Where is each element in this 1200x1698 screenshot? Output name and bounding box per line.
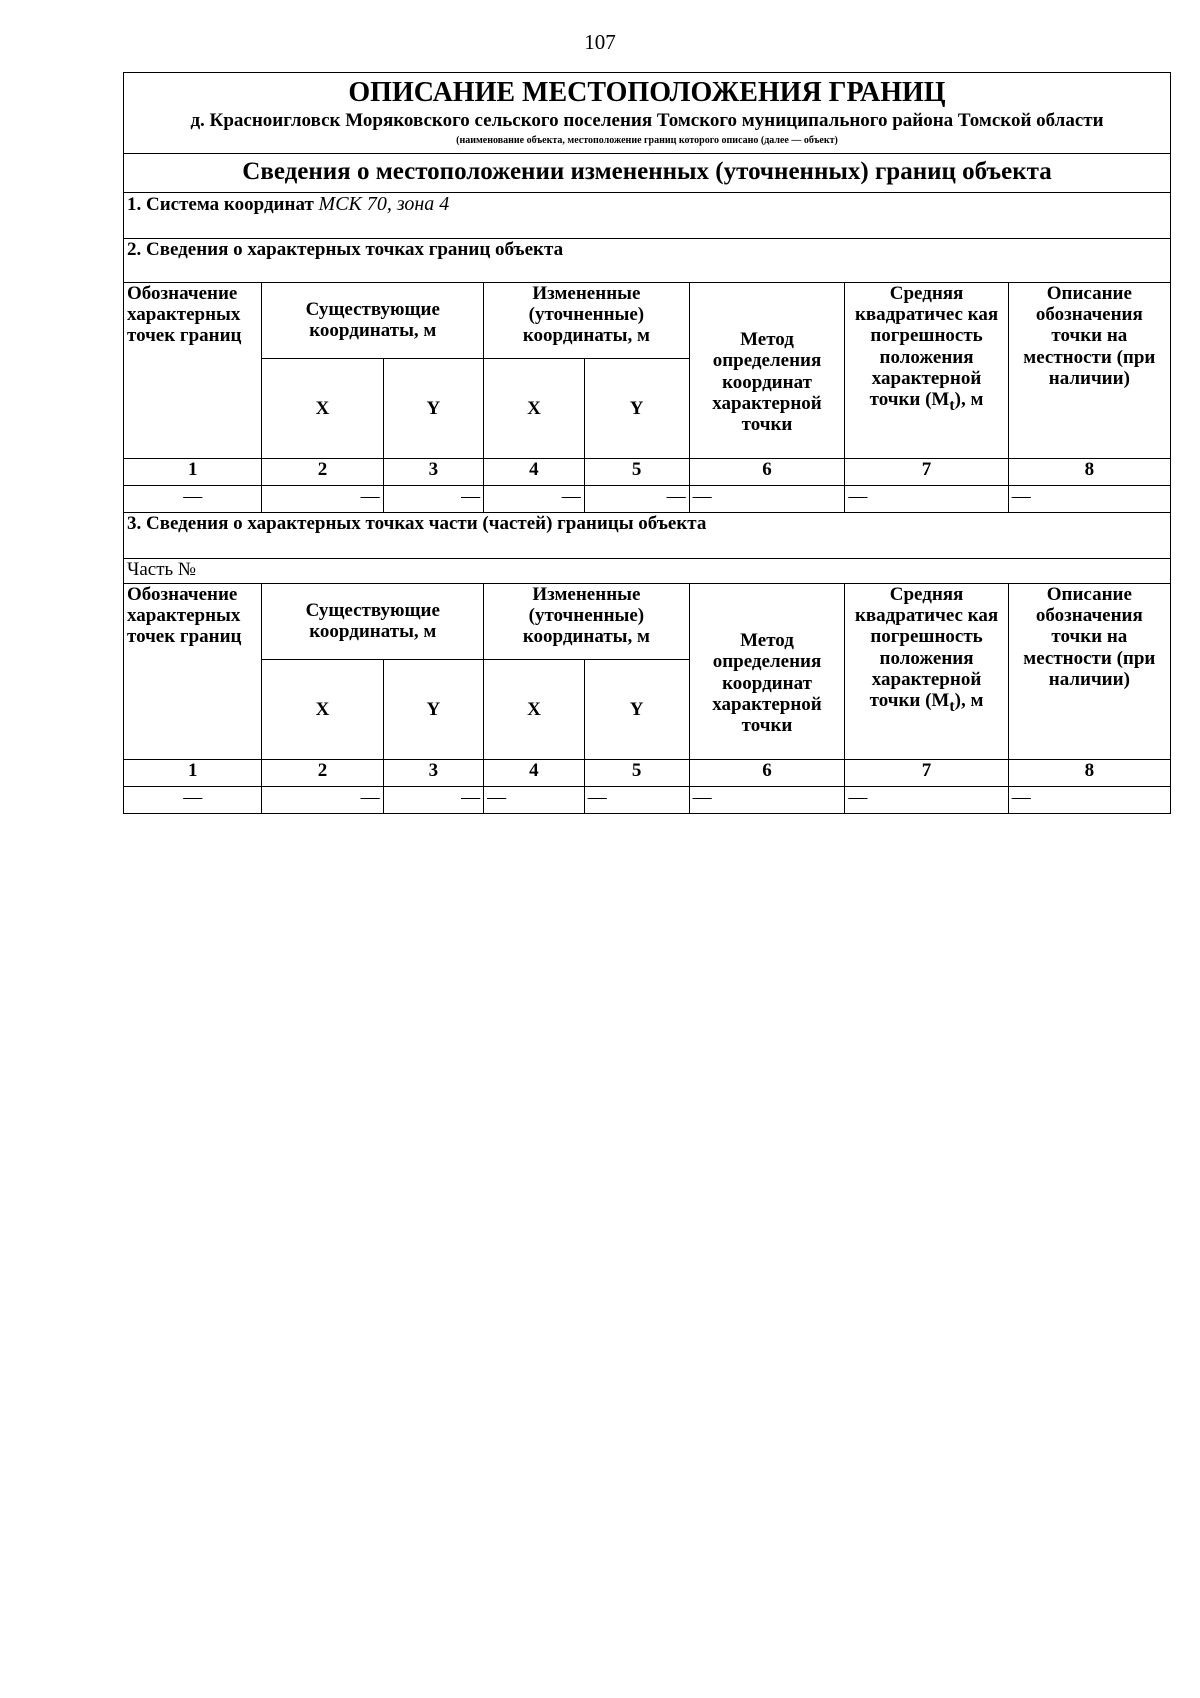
s3-header-error — [845, 583, 1008, 759]
s2-col-num-1: 1 — [124, 458, 262, 485]
s2-header-changed-y: Y — [584, 358, 689, 458]
s3-header-point-designation: Обозначение характерных точек границ — [124, 583, 262, 759]
s2-col-num-4: 4 — [484, 458, 585, 485]
s2-header-changed-x: X — [484, 358, 585, 458]
section2-title: 2. Сведения о характерных точках границ объекта — [124, 238, 1171, 282]
object-name: д. Красноигловск Моряковского сельского поселения Томского муниципального района Томской области — [190, 110, 1104, 132]
s2-column-numbers — [124, 458, 1171, 485]
s2-header-changed: Измененные (уточненные) координаты, м — [484, 282, 689, 358]
s3-table-row — [124, 786, 1171, 813]
boundary-description-form — [123, 72, 1171, 814]
s2-col-num-3: 3 — [383, 458, 484, 485]
s3-col-num-1: 1 — [124, 759, 262, 786]
s3-header-changed: Измененные (уточненные) координаты, м — [484, 583, 689, 659]
s2-header-existing-y: Y — [383, 358, 484, 458]
s3-col-num-4: 4 — [484, 759, 585, 786]
s2-col-num-2: 2 — [262, 458, 383, 485]
s3-cell-4: — — [484, 786, 585, 813]
part-number-label: Часть № — [124, 558, 1171, 583]
section3-title: 3. Сведения о характерных точках части (частей) границы объекта — [124, 512, 1171, 558]
s2-cell-4: — — [484, 485, 585, 512]
s3-header-error-sub: t — [949, 698, 955, 715]
s2-header-row-1 — [124, 282, 1171, 358]
s3-header-existing-y: Y — [383, 659, 484, 759]
s3-col-num-3: 3 — [383, 759, 484, 786]
s2-col-num-7: 7 — [845, 458, 1008, 485]
s2-cell-7: — — [845, 485, 1008, 512]
s2-cell-2: — — [262, 485, 383, 512]
s2-cell-8: — — [1008, 485, 1170, 512]
s2-header-error-sub: t — [949, 397, 955, 414]
coord-system-row — [124, 192, 1171, 238]
s2-header-description: Описание обозначения точки на местности (при наличии) — [1008, 282, 1170, 458]
s3-column-numbers — [124, 759, 1171, 786]
s2-cell-6: — — [689, 485, 845, 512]
section3-title-row — [124, 512, 1171, 558]
coord-system-value: МСК 70, зона 4 — [318, 192, 450, 215]
s3-header-error-text: Средняя квадратичес кая погрешность положения характерной точки (M — [854, 583, 999, 712]
s2-header-error-text: Средняя квадратичес кая погрешность положения характерной точки (M — [854, 282, 999, 411]
s3-header-row-1 — [124, 583, 1171, 659]
s3-cell-3: — — [383, 786, 484, 813]
s3-cell-5: — — [584, 786, 689, 813]
object-name-note: (наименование объекта, местоположение границ которого описано (далее — объект) — [456, 134, 838, 146]
document-title: ОПИСАНИЕ МЕСТОПОЛОЖЕНИЯ ГРАНИЦ — [348, 77, 946, 108]
s3-header-changed-y: Y — [584, 659, 689, 759]
s3-header-description: Описание обозначения точки на местности (при наличии) — [1008, 583, 1170, 759]
coord-system-label: 1. Система координат — [127, 193, 314, 215]
s2-cell-1: — — [124, 485, 262, 512]
title-cell — [124, 73, 1171, 154]
s3-col-num-5: 5 — [584, 759, 689, 786]
s3-header-existing-x: X — [262, 659, 383, 759]
page-number: 107 — [584, 30, 616, 54]
s3-cell-1: — — [124, 786, 262, 813]
s3-cell-2: — — [262, 786, 383, 813]
s3-header-error-unit: ), м — [954, 690, 984, 712]
coord-system-cell — [124, 192, 1171, 238]
s3-header-existing: Существующие координаты, м — [262, 583, 484, 659]
s2-header-error-unit: ), м — [954, 389, 984, 411]
s3-col-num-8: 8 — [1008, 759, 1170, 786]
s2-cell-5: — — [584, 485, 689, 512]
s3-cell-8: — — [1008, 786, 1170, 813]
section-title: Сведения о местоположении измененных (уточненных) границ объекта — [124, 153, 1171, 192]
s2-header-existing-x: X — [262, 358, 383, 458]
s3-header-method: Метод определения координат характерной точки — [689, 583, 845, 759]
s3-col-num-2: 2 — [262, 759, 383, 786]
title-row — [124, 73, 1171, 154]
s2-col-num-5: 5 — [584, 458, 689, 485]
s3-cell-7: — — [845, 786, 1008, 813]
section2-title-row — [124, 238, 1171, 282]
s2-table-row — [124, 485, 1171, 512]
s2-header-error — [845, 282, 1008, 458]
s2-header-existing: Существующие координаты, м — [262, 282, 484, 358]
s3-header-changed-x: X — [484, 659, 585, 759]
s3-cell-6: — — [689, 786, 845, 813]
s2-col-num-6: 6 — [689, 458, 845, 485]
s3-col-num-7: 7 — [845, 759, 1008, 786]
s2-header-point-designation: Обозначение характерных точек границ — [124, 282, 262, 458]
s2-header-method: Метод определения координат характерной точки — [689, 282, 845, 458]
s3-col-num-6: 6 — [689, 759, 845, 786]
s2-cell-3: — — [383, 485, 484, 512]
section-title-row — [124, 153, 1171, 192]
s2-col-num-8: 8 — [1008, 458, 1170, 485]
part-number-row — [124, 558, 1171, 583]
